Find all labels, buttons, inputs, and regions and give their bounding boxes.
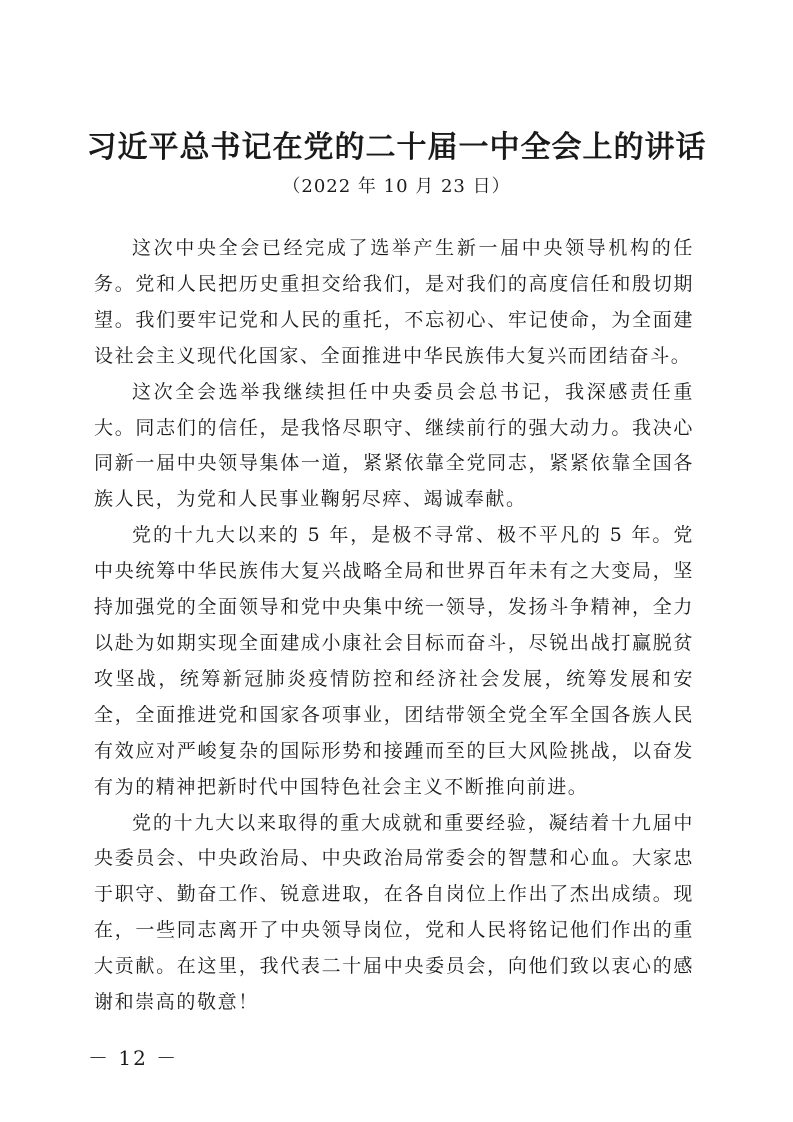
- paragraph: 这次中央全会已经完成了选举产生新一届中央领导机构的任务。党和人民把历史重担交给我们，是对我们的高度信任和殷切期望。我们要牢记党和人民的重托，不忘初心、牢记使命，为全面建设社会主义现代化国家、全面推进中华民族伟大复兴而团结奋斗。: [94, 237, 694, 367]
- paragraph: 党的十九大以来的 5 年，是极不寻常、极不平凡的 5 年。党中央统筹中华民族伟大复兴战略全局和世界百年未有之大变局，坚持加强党的全面领导和党中央集中统一领导，发扬斗争精神，全力以赴为如期实现全面建成小康社会目标而奋斗，尽锐出战打赢脱贫攻坚战，统筹新冠肺炎疫情防控和经济社会发展，统筹发展和安全，全面推进党和国家各项事业，团结带领全党全军全国各族人民有效应对严峻复杂的国际形势和接踵而至的巨大风险挑战，以奋发有为的精神把新时代中国特色社会主义不断推向前进。: [94, 524, 694, 798]
- paragraph: 这次全会选举我继续担任中央委员会总书记，我深感责任重大。同志们的信任，是我恪尽职守、继续前行的强大动力。我决心同新一届中央领导集体一道，紧紧依靠全党同志，紧紧依靠全国各族人民，为党和人民事业鞠躬尽瘁、竭诚奉献。: [94, 380, 694, 511]
- document-title: 习近平总书记在党的二十届一中全会上的讲话: [86, 130, 707, 165]
- speech-date: （2022 年 10 月 23 日）: [282, 176, 511, 197]
- document-body: [94, 231, 694, 1021]
- paragraph: 党的十九大以来取得的重大成就和重要经验，凝结着十九届中央委员会、中央政治局、中央政治局常委会的智慧和心血。大家忠于职守、勤奋工作、锐意进取，在各自岗位上作出了杰出成绩。现在，一些同志离开了中央领导岗位，党和人民将铭记他们作出的重大贡献。在这里，我代表二十届中央委员会，向他们致以衷心的感谢和崇高的敬意！: [94, 811, 694, 1014]
- page-number: － 12 －: [88, 1046, 179, 1070]
